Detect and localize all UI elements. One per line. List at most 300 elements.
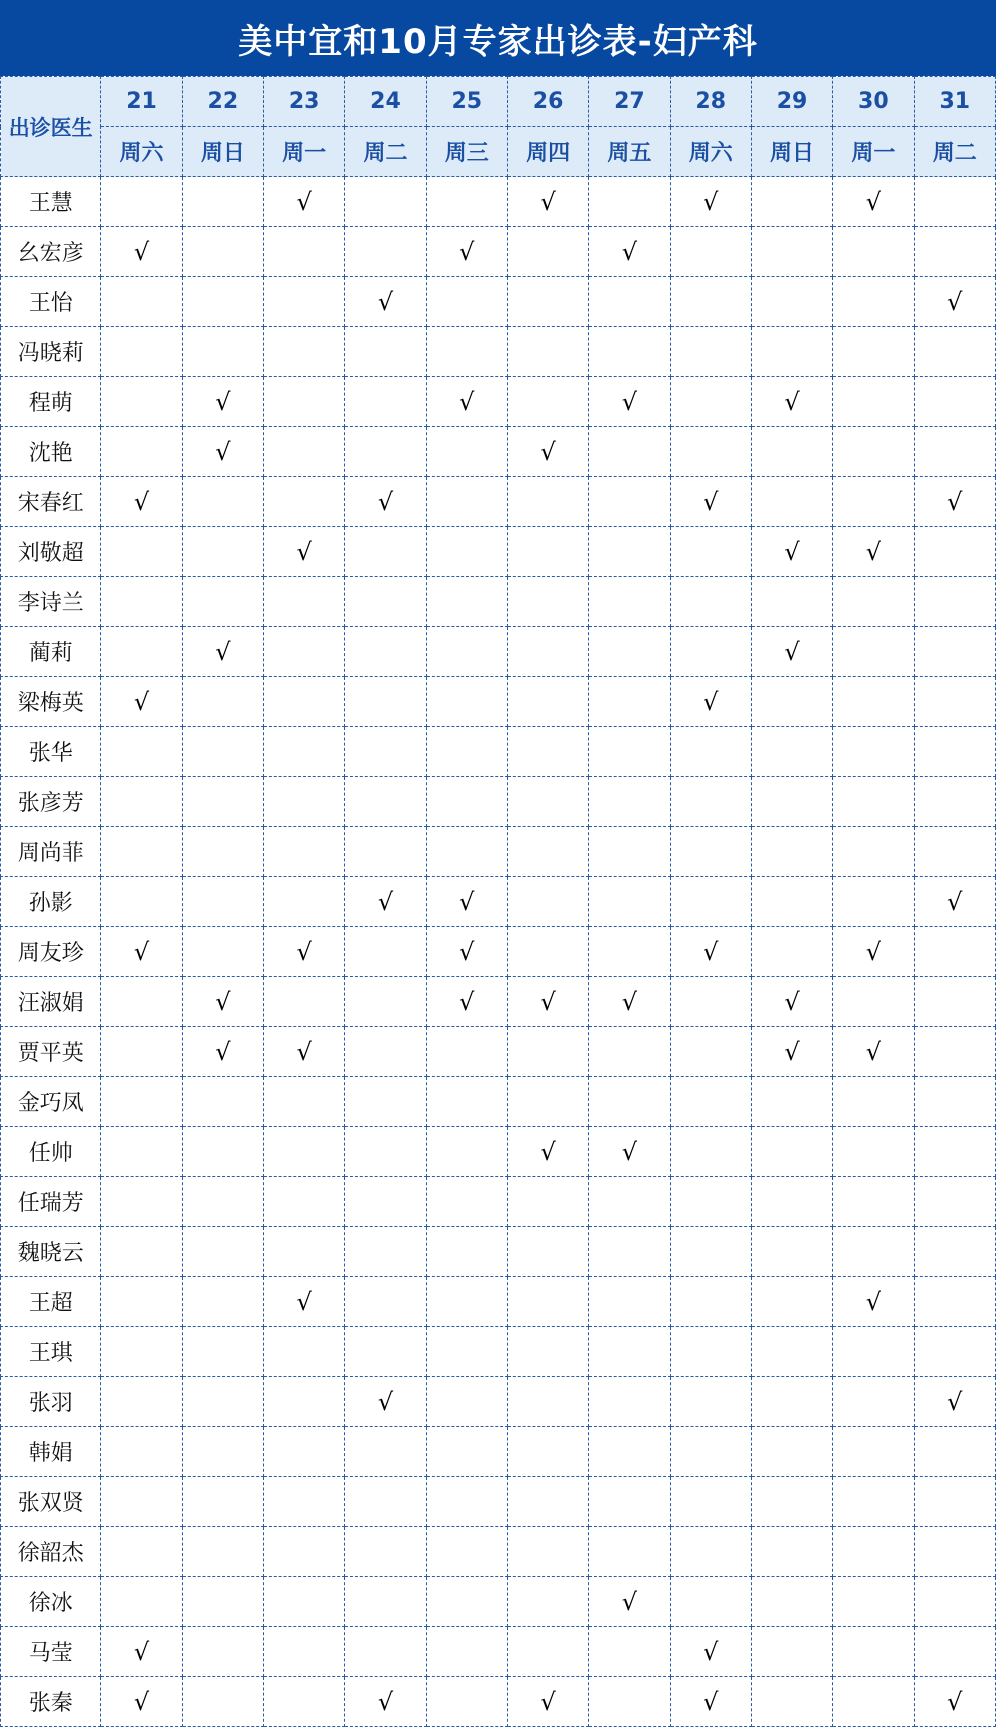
- doctor-name: 幺宏彦: [1, 227, 101, 277]
- schedule-cell: [833, 1277, 914, 1327]
- schedule-cell: [670, 1277, 751, 1327]
- schedule-cell: [914, 677, 995, 727]
- check-mark: √: [703, 1637, 719, 1666]
- schedule-cell: [101, 1327, 182, 1377]
- schedule-cell: [345, 377, 426, 427]
- schedule-cell: [589, 1077, 670, 1127]
- check-mark: √: [865, 537, 881, 566]
- schedule-cell: [670, 627, 751, 677]
- schedule-cell: [751, 1177, 832, 1227]
- schedule-cell: [589, 1027, 670, 1077]
- table-row: [1, 977, 996, 1027]
- schedule-cell: [507, 477, 588, 527]
- schedule-cell: [833, 1427, 914, 1477]
- schedule-cell: [507, 377, 588, 427]
- schedule-cell: [101, 777, 182, 827]
- schedule-cell: [833, 877, 914, 927]
- schedule-cell: [833, 527, 914, 577]
- schedule-cell: [507, 527, 588, 577]
- schedule-cell: [589, 977, 670, 1027]
- schedule-cell: [264, 327, 345, 377]
- schedule-cell: [670, 777, 751, 827]
- table-row: [1, 827, 996, 877]
- schedule-cell: [264, 977, 345, 1027]
- doctor-name: 王超: [1, 1277, 101, 1327]
- schedule-cell: [589, 1127, 670, 1177]
- schedule-cell: [426, 1477, 507, 1527]
- schedule-cell: [426, 377, 507, 427]
- doctor-name: 张秦: [1, 1677, 101, 1727]
- schedule-cell: [264, 1677, 345, 1727]
- weekday-header-24: 周二: [345, 127, 426, 177]
- date-header-21: 21: [101, 77, 182, 127]
- schedule-cell: [182, 977, 263, 1027]
- table-row: [1, 1627, 996, 1677]
- schedule-cell: [345, 227, 426, 277]
- schedule-cell: [833, 1127, 914, 1177]
- schedule-cell: [101, 177, 182, 227]
- schedule-cell: [751, 1477, 832, 1527]
- schedule-cell: [670, 1577, 751, 1627]
- schedule-cell: [507, 1077, 588, 1127]
- schedule-cell: [182, 827, 263, 877]
- schedule-cell: [101, 1027, 182, 1077]
- schedule-cell: [182, 277, 263, 327]
- schedule-cell: [426, 1127, 507, 1177]
- schedule-cell: [589, 327, 670, 377]
- doctor-name: 周友珍: [1, 927, 101, 977]
- schedule-cell: [751, 1377, 832, 1427]
- date-header-23: 23: [264, 77, 345, 127]
- check-mark: √: [377, 487, 394, 516]
- schedule-cell: [182, 1377, 263, 1427]
- schedule-cell: [670, 727, 751, 777]
- doctor-name: 金巧凤: [1, 1077, 101, 1127]
- schedule-cell: [751, 1127, 832, 1177]
- schedule-cell: [182, 477, 263, 527]
- schedule-cell: [914, 1177, 995, 1227]
- schedule-cell: [751, 1677, 832, 1727]
- doctor-name: 徐韶杰: [1, 1527, 101, 1577]
- schedule-cell: [670, 1227, 751, 1277]
- check-mark: √: [296, 1287, 312, 1316]
- schedule-cell: [914, 327, 995, 377]
- schedule-cell: [507, 677, 588, 727]
- check-mark: √: [703, 1687, 719, 1716]
- schedule-cell: [426, 1277, 507, 1327]
- schedule-cell: [670, 577, 751, 627]
- schedule-cell: [182, 377, 263, 427]
- schedule-cell: [264, 477, 345, 527]
- schedule-cell: [751, 477, 832, 527]
- schedule-cell: [670, 677, 751, 727]
- schedule-cell: [914, 727, 995, 777]
- schedule-cell: [345, 1527, 426, 1577]
- schedule-cell: [589, 227, 670, 277]
- weekday-header-31: 周二: [914, 127, 995, 177]
- check-mark: √: [296, 1037, 312, 1066]
- schedule-cell: [670, 1027, 751, 1077]
- schedule-cell: [670, 477, 751, 527]
- schedule-cell: [751, 627, 832, 677]
- schedule-cell: [345, 427, 426, 477]
- check-mark: √: [459, 987, 475, 1016]
- schedule-cell: [426, 227, 507, 277]
- schedule-cell: [833, 627, 914, 677]
- schedule-cell: [751, 1427, 832, 1477]
- date-header-31: 31: [914, 77, 995, 127]
- weekday-header-21: 周六: [101, 127, 182, 177]
- table-row: [1, 1527, 996, 1577]
- schedule-cell: [670, 1527, 751, 1577]
- schedule-cell: [751, 677, 832, 727]
- schedule-cell: [101, 427, 182, 477]
- schedule-cell: [751, 1077, 832, 1127]
- schedule-cell: [101, 227, 182, 277]
- schedule-cell: [914, 527, 995, 577]
- check-mark: √: [133, 1687, 150, 1716]
- schedule-cell: [833, 1577, 914, 1627]
- schedule-cell: [589, 927, 670, 977]
- schedule-cell: [182, 327, 263, 377]
- date-header-25: 25: [426, 77, 507, 127]
- schedule-cell: [101, 1677, 182, 1727]
- schedule-cell: [751, 227, 832, 277]
- doctor-name: 冯晓莉: [1, 327, 101, 377]
- schedule-cell: [914, 1027, 995, 1077]
- schedule-cell: [345, 1027, 426, 1077]
- weekday-header-26: 周四: [507, 127, 588, 177]
- schedule-cell: [589, 1227, 670, 1277]
- table-row: [1, 877, 996, 927]
- schedule-cell: [426, 527, 507, 577]
- schedule-cell: [507, 1027, 588, 1077]
- schedule-cell: [914, 877, 995, 927]
- schedule-cell: [345, 627, 426, 677]
- schedule-cell: [833, 977, 914, 1027]
- check-mark: √: [865, 937, 881, 966]
- schedule-cell: [589, 377, 670, 427]
- schedule-cell: [426, 727, 507, 777]
- doctor-rows: [1, 177, 996, 1727]
- table-row: [1, 427, 996, 477]
- doctor-name: 程萌: [1, 377, 101, 427]
- schedule-cell: [345, 1627, 426, 1677]
- check-mark: √: [621, 237, 638, 266]
- schedule-cell: [507, 1677, 588, 1727]
- table-row: [1, 1377, 996, 1427]
- check-mark: √: [133, 487, 150, 516]
- schedule-cell: [264, 1577, 345, 1627]
- schedule-cell: [264, 1627, 345, 1677]
- schedule-cell: [182, 177, 263, 227]
- schedule-cell: [426, 977, 507, 1027]
- schedule-cell: [264, 177, 345, 227]
- schedule-cell: [589, 877, 670, 927]
- schedule-cell: [426, 1427, 507, 1477]
- schedule-cell: [507, 1577, 588, 1627]
- check-mark: √: [703, 487, 719, 516]
- schedule-cell: [589, 527, 670, 577]
- schedule-cell: [751, 1627, 832, 1677]
- schedule-cell: [751, 1527, 832, 1577]
- schedule-cell: [751, 727, 832, 777]
- schedule-cell: [426, 1227, 507, 1277]
- schedule-cell: [345, 1077, 426, 1127]
- schedule-cell: [833, 1177, 914, 1227]
- schedule-cell: [426, 1677, 507, 1727]
- schedule-cell: [507, 727, 588, 777]
- schedule-cell: [589, 1277, 670, 1327]
- schedule-cell: [101, 1377, 182, 1427]
- schedule-cell: [264, 1377, 345, 1427]
- schedule-cell: [507, 1227, 588, 1277]
- schedule-cell: [101, 1477, 182, 1527]
- schedule-cell: [670, 1127, 751, 1177]
- check-mark: √: [296, 537, 312, 566]
- schedule-cell: [914, 1677, 995, 1727]
- check-mark: √: [703, 687, 719, 716]
- sheet-title: 美中宜和10月专家出诊表-妇产科: [0, 0, 996, 76]
- schedule-cell: [833, 1377, 914, 1427]
- table-row: [1, 1677, 996, 1727]
- schedule-cell: [670, 927, 751, 977]
- schedule-cell: [833, 1327, 914, 1377]
- table-row: [1, 1027, 996, 1077]
- schedule-cell: [345, 1227, 426, 1277]
- schedule-cell: [345, 927, 426, 977]
- doctor-name: 徐冰: [1, 1577, 101, 1627]
- doctor-name: 梁梅英: [1, 677, 101, 727]
- schedule-cell: [670, 1177, 751, 1227]
- schedule-cell: [589, 477, 670, 527]
- schedule-cell: [426, 577, 507, 627]
- doctor-name: 魏晓云: [1, 1227, 101, 1277]
- table-row: [1, 1077, 996, 1127]
- schedule-cell: [101, 577, 182, 627]
- schedule-cell: [751, 427, 832, 477]
- weekday-header-row: [1, 127, 996, 177]
- schedule-cell: [182, 1227, 263, 1277]
- doctor-name: 李诗兰: [1, 577, 101, 627]
- check-mark: √: [947, 887, 963, 916]
- check-mark: √: [784, 1037, 800, 1066]
- schedule-cell: [101, 527, 182, 577]
- schedule-cell: [101, 1627, 182, 1677]
- check-mark: √: [540, 1137, 556, 1166]
- date-header-22: 22: [182, 77, 263, 127]
- schedule-cell: [101, 977, 182, 1027]
- check-mark: √: [865, 1287, 881, 1316]
- check-mark: √: [377, 1387, 394, 1416]
- schedule-cell: [507, 777, 588, 827]
- schedule-cell: [507, 627, 588, 677]
- schedule-cell: [833, 727, 914, 777]
- schedule-cell: [426, 1027, 507, 1077]
- schedule-cell: [101, 677, 182, 727]
- schedule-cell: [833, 377, 914, 427]
- table-row: [1, 627, 996, 677]
- check-mark: √: [133, 937, 150, 966]
- schedule-cell: [914, 577, 995, 627]
- check-mark: √: [865, 1037, 881, 1066]
- schedule-cell: [101, 1427, 182, 1477]
- check-mark: √: [540, 437, 556, 466]
- schedule-cell: [751, 327, 832, 377]
- check-mark: √: [133, 237, 150, 266]
- doctor-name: 贾平英: [1, 1027, 101, 1077]
- schedule-cell: [589, 277, 670, 327]
- schedule-cell: [182, 1527, 263, 1577]
- schedule-cell: [426, 1377, 507, 1427]
- schedule-cell: [101, 327, 182, 377]
- schedule-cell: [264, 277, 345, 327]
- schedule-cell: [833, 327, 914, 377]
- schedule-cell: [345, 1377, 426, 1427]
- doctor-name: 任瑞芳: [1, 1177, 101, 1227]
- schedule-cell: [833, 827, 914, 877]
- schedule-cell: [345, 1327, 426, 1377]
- schedule-cell: [670, 977, 751, 1027]
- schedule-cell: [507, 927, 588, 977]
- schedule-cell: [182, 1277, 263, 1327]
- schedule-cell: [833, 277, 914, 327]
- schedule-cell: [182, 727, 263, 777]
- check-mark: √: [215, 387, 231, 416]
- check-mark: √: [621, 387, 638, 416]
- schedule-cell: [833, 1627, 914, 1677]
- schedule-cell: [589, 1577, 670, 1627]
- table-row: [1, 1177, 996, 1227]
- schedule-cell: [101, 377, 182, 427]
- schedule-cell: [914, 1477, 995, 1527]
- table-row: [1, 1127, 996, 1177]
- schedule-cell: [914, 927, 995, 977]
- schedule-cell: [345, 777, 426, 827]
- check-mark: √: [947, 1687, 963, 1716]
- table-row: [1, 577, 996, 627]
- schedule-cell: [589, 1377, 670, 1427]
- check-mark: √: [296, 937, 312, 966]
- schedule-cell: [751, 827, 832, 877]
- check-mark: √: [459, 387, 475, 416]
- check-mark: √: [296, 187, 312, 216]
- check-mark: √: [865, 187, 881, 216]
- check-mark: √: [947, 1387, 963, 1416]
- schedule-cell: [426, 477, 507, 527]
- schedule-cell: [914, 377, 995, 427]
- schedule-cell: [751, 1027, 832, 1077]
- schedule-cell: [182, 427, 263, 477]
- schedule-cell: [670, 1627, 751, 1677]
- check-mark: √: [133, 687, 150, 716]
- schedule-cell: [914, 227, 995, 277]
- date-header-26: 26: [507, 77, 588, 127]
- doctor-name: 张双贤: [1, 1477, 101, 1527]
- schedule-cell: [264, 727, 345, 777]
- schedule-cell: [833, 177, 914, 227]
- schedule-cell: [426, 777, 507, 827]
- schedule-cell: [426, 927, 507, 977]
- table-row: [1, 777, 996, 827]
- doctor-name: 孙影: [1, 877, 101, 927]
- schedule-cell: [182, 527, 263, 577]
- schedule-cell: [182, 1127, 263, 1177]
- schedule-cell: [589, 1427, 670, 1477]
- schedule-cell: [345, 527, 426, 577]
- schedule-cell: [426, 1627, 507, 1677]
- table-row: [1, 727, 996, 777]
- check-mark: √: [377, 1687, 394, 1716]
- schedule-cell: [507, 1377, 588, 1427]
- table-row: [1, 1477, 996, 1527]
- schedule-cell: [751, 277, 832, 327]
- check-mark: √: [459, 937, 475, 966]
- schedule-cell: [264, 627, 345, 677]
- schedule-cell: [507, 877, 588, 927]
- schedule-cell: [182, 877, 263, 927]
- doctor-name: 王琪: [1, 1327, 101, 1377]
- check-mark: √: [215, 437, 231, 466]
- check-mark: √: [215, 1037, 231, 1066]
- schedule-table: [0, 76, 996, 1727]
- doctor-name: 蔺莉: [1, 627, 101, 677]
- schedule-cell: [833, 927, 914, 977]
- weekday-header-29: 周日: [751, 127, 832, 177]
- schedule-cell: [182, 1427, 263, 1477]
- table-row: [1, 1577, 996, 1627]
- schedule-cell: [101, 877, 182, 927]
- schedule-cell: [670, 327, 751, 377]
- schedule-cell: [833, 477, 914, 527]
- schedule-cell: [751, 1577, 832, 1627]
- schedule-cell: [101, 1527, 182, 1577]
- schedule-cell: [589, 177, 670, 227]
- schedule-cell: [589, 627, 670, 677]
- doctor-name: 张羽: [1, 1377, 101, 1427]
- schedule-cell: [264, 1077, 345, 1127]
- check-mark: √: [215, 987, 231, 1016]
- table-row: [1, 677, 996, 727]
- schedule-cell: [101, 1227, 182, 1277]
- schedule-cell: [264, 577, 345, 627]
- check-mark: √: [215, 637, 231, 666]
- schedule-cell: [345, 827, 426, 877]
- doctor-name: 刘敬超: [1, 527, 101, 577]
- schedule-cell: [670, 177, 751, 227]
- schedule-cell: [589, 777, 670, 827]
- schedule-cell: [182, 1577, 263, 1627]
- schedule-cell: [751, 927, 832, 977]
- schedule-cell: [264, 377, 345, 427]
- schedule-cell: [264, 777, 345, 827]
- schedule-cell: [345, 327, 426, 377]
- schedule-cell: [345, 277, 426, 327]
- schedule-cell: [589, 1627, 670, 1677]
- check-mark: √: [540, 987, 556, 1016]
- schedule-cell: [670, 227, 751, 277]
- check-mark: √: [621, 1587, 638, 1616]
- table-row: [1, 1327, 996, 1377]
- check-mark: √: [540, 1687, 556, 1716]
- schedule-cell: [426, 677, 507, 727]
- schedule-cell: [345, 477, 426, 527]
- schedule-cell: [833, 427, 914, 477]
- schedule-cell: [426, 1527, 507, 1577]
- doctor-name: 王怡: [1, 277, 101, 327]
- schedule-cell: [264, 1227, 345, 1277]
- schedule-cell: [914, 1627, 995, 1677]
